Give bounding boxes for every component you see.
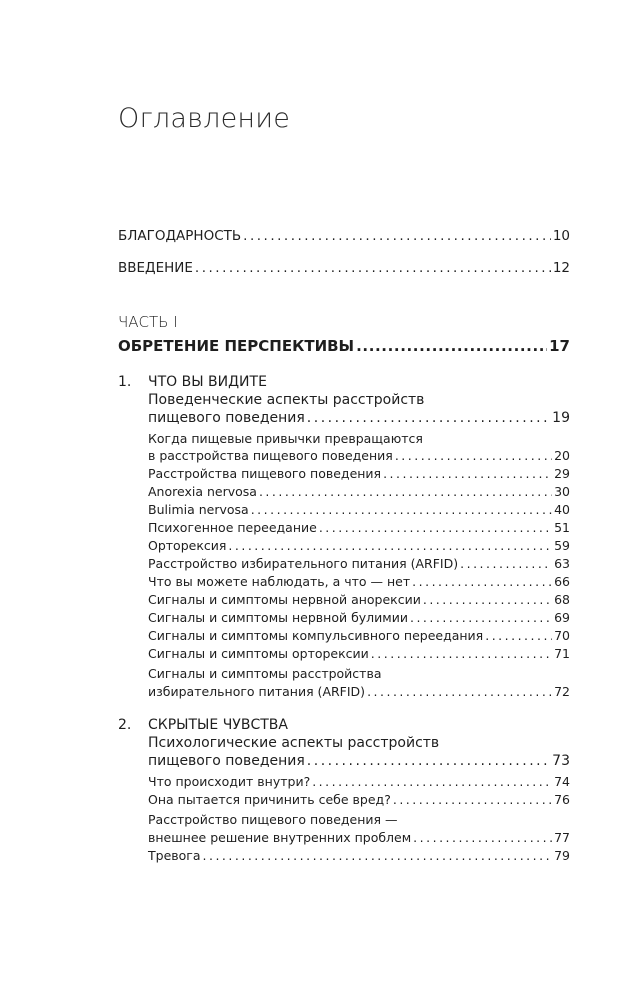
dot-leader <box>228 538 552 553</box>
dot-leader <box>251 502 552 517</box>
toc-entry[interactable] <box>148 830 570 845</box>
toc-entry[interactable] <box>148 628 570 643</box>
toc-entry-label: Расстройство избирательного питания (ARFID) <box>148 556 459 571</box>
dot-leader <box>319 520 552 535</box>
dot-leader <box>383 466 552 481</box>
page-title: Оглавление <box>118 103 291 134</box>
toc-entry-label-line1: Сигналы и симптомы расстройства <box>148 666 382 681</box>
toc-entry-label: пищевого поведения <box>148 410 305 426</box>
toc-entry-page: 72 <box>554 684 570 699</box>
toc-entry-chapter-subtitle[interactable] <box>148 753 570 769</box>
part-title: ОБРЕТЕНИЕ ПЕРСПЕКТИВЫ <box>118 337 355 355</box>
toc-entry-page: 71 <box>554 646 570 661</box>
toc-entry[interactable] <box>148 684 570 699</box>
toc-entry-page: 17 <box>549 337 570 355</box>
toc-entry-introduction[interactable] <box>118 260 570 276</box>
toc-entry-page: 77 <box>554 830 570 845</box>
toc-entry-label: Сигналы и симптомы компульсивного переедания <box>148 628 484 643</box>
dot-leader <box>485 628 552 643</box>
toc-entry-page: 10 <box>552 228 570 244</box>
toc-entry-label: Что вы можете наблюдать, а что — нет <box>148 574 411 589</box>
dot-leader <box>413 830 552 845</box>
toc-entry-page: 30 <box>554 484 570 499</box>
toc-entry-label: Что происходит внутри? <box>148 774 311 789</box>
toc-entry-label-line1: Расстройство пищевого поведения — <box>148 812 398 827</box>
toc-entry-label: Психогенное переедание <box>148 520 317 535</box>
dot-leader <box>195 260 551 276</box>
toc-entry-page: 79 <box>554 848 570 863</box>
chapter-subtitle: Психологические аспекты расстройств <box>148 735 440 751</box>
toc-entry-label: ВВЕДЕНИЕ <box>118 260 193 276</box>
toc-entry-label: Орторексия <box>148 538 227 553</box>
toc-entry[interactable] <box>148 466 570 481</box>
dot-leader <box>423 592 552 607</box>
toc-entry[interactable] <box>148 774 570 789</box>
toc-entry-label: Расстройства пищевого поведения <box>148 466 382 481</box>
toc-entry[interactable] <box>148 646 570 661</box>
dot-leader <box>460 556 552 571</box>
toc-entry[interactable] <box>148 592 570 607</box>
toc-entry-page: 63 <box>554 556 570 571</box>
dot-leader <box>393 792 552 807</box>
toc-entry-page: 20 <box>554 448 570 463</box>
toc-entry-page: 69 <box>554 610 570 625</box>
toc-entry-label: БЛАГОДАРНОСТЬ <box>118 228 242 244</box>
toc-entry[interactable] <box>148 848 570 863</box>
toc-entry[interactable] <box>148 556 570 571</box>
toc-entry-label: Сигналы и симптомы нервной булимии <box>148 610 408 625</box>
toc-entry-page: 51 <box>554 520 570 535</box>
toc-entry-label: Она пытается причинить себе вред? <box>148 792 391 807</box>
toc-entry-label-line1: Когда пищевые привычки превращаются <box>148 431 423 446</box>
toc-entry-label: Тревога <box>148 848 201 863</box>
toc-entry-page: 29 <box>554 466 570 481</box>
dot-leader <box>307 753 550 769</box>
toc-entry-label: избирательного питания (ARFID) <box>148 684 366 699</box>
toc-entry[interactable] <box>148 484 570 499</box>
toc-entry[interactable] <box>148 520 570 535</box>
dot-leader <box>203 848 553 863</box>
dot-leader <box>312 774 552 789</box>
dot-leader <box>371 646 552 661</box>
toc-entry-label: в расстройства пищевого поведения <box>148 448 393 463</box>
toc-entry[interactable] <box>148 538 570 553</box>
part-label: ЧАСТЬ I <box>118 313 178 331</box>
dot-leader <box>259 484 552 499</box>
toc-entry-page: 12 <box>552 260 570 276</box>
chapter-number: 2. <box>118 717 132 733</box>
dot-leader <box>356 337 547 355</box>
toc-entry[interactable] <box>148 502 570 517</box>
toc-entry-page: 76 <box>554 792 570 807</box>
toc-entry-page: 59 <box>554 538 570 553</box>
toc-entry-label: Anorexia nervosa <box>148 484 257 499</box>
chapter-number: 1. <box>118 374 132 390</box>
toc-entry-chapter-subtitle[interactable] <box>148 410 570 426</box>
chapter-title[interactable]: СКРЫТЫЕ ЧУВСТВА <box>148 717 288 733</box>
chapter-subtitle: Поведенческие аспекты расстройств <box>148 392 425 408</box>
toc-entry-acknowledgements[interactable] <box>118 228 570 244</box>
dot-leader <box>307 410 550 426</box>
toc-entry-page: 74 <box>554 774 570 789</box>
toc-entry-page: 70 <box>554 628 570 643</box>
dot-leader <box>367 684 552 699</box>
dot-leader <box>395 448 552 463</box>
toc-entry[interactable] <box>148 574 570 589</box>
toc-entry-label: пищевого поведения <box>148 753 305 769</box>
dot-leader <box>412 574 552 589</box>
toc-entry-label: Bulimia nervosa <box>148 502 249 517</box>
toc-entry[interactable] <box>148 792 570 807</box>
toc-entry-page: 73 <box>552 753 570 769</box>
dot-leader <box>243 228 551 244</box>
chapter-title[interactable]: ЧТО ВЫ ВИДИТЕ <box>148 374 267 390</box>
toc-entry-page: 68 <box>554 592 570 607</box>
toc-entry[interactable] <box>148 448 570 463</box>
toc-entry[interactable] <box>148 610 570 625</box>
toc-entry-page: 40 <box>554 502 570 517</box>
toc-entry-label: Сигналы и симптомы нервной анорексии <box>148 592 421 607</box>
toc-entry-label: Сигналы и симптомы орторексии <box>148 646 369 661</box>
toc-entry-part-title[interactable] <box>118 337 570 355</box>
toc-entry-page: 66 <box>554 574 570 589</box>
toc-entry-label: внешнее решение внутренних проблем <box>148 830 412 845</box>
toc-entry-page: 19 <box>552 410 570 426</box>
dot-leader <box>410 610 552 625</box>
